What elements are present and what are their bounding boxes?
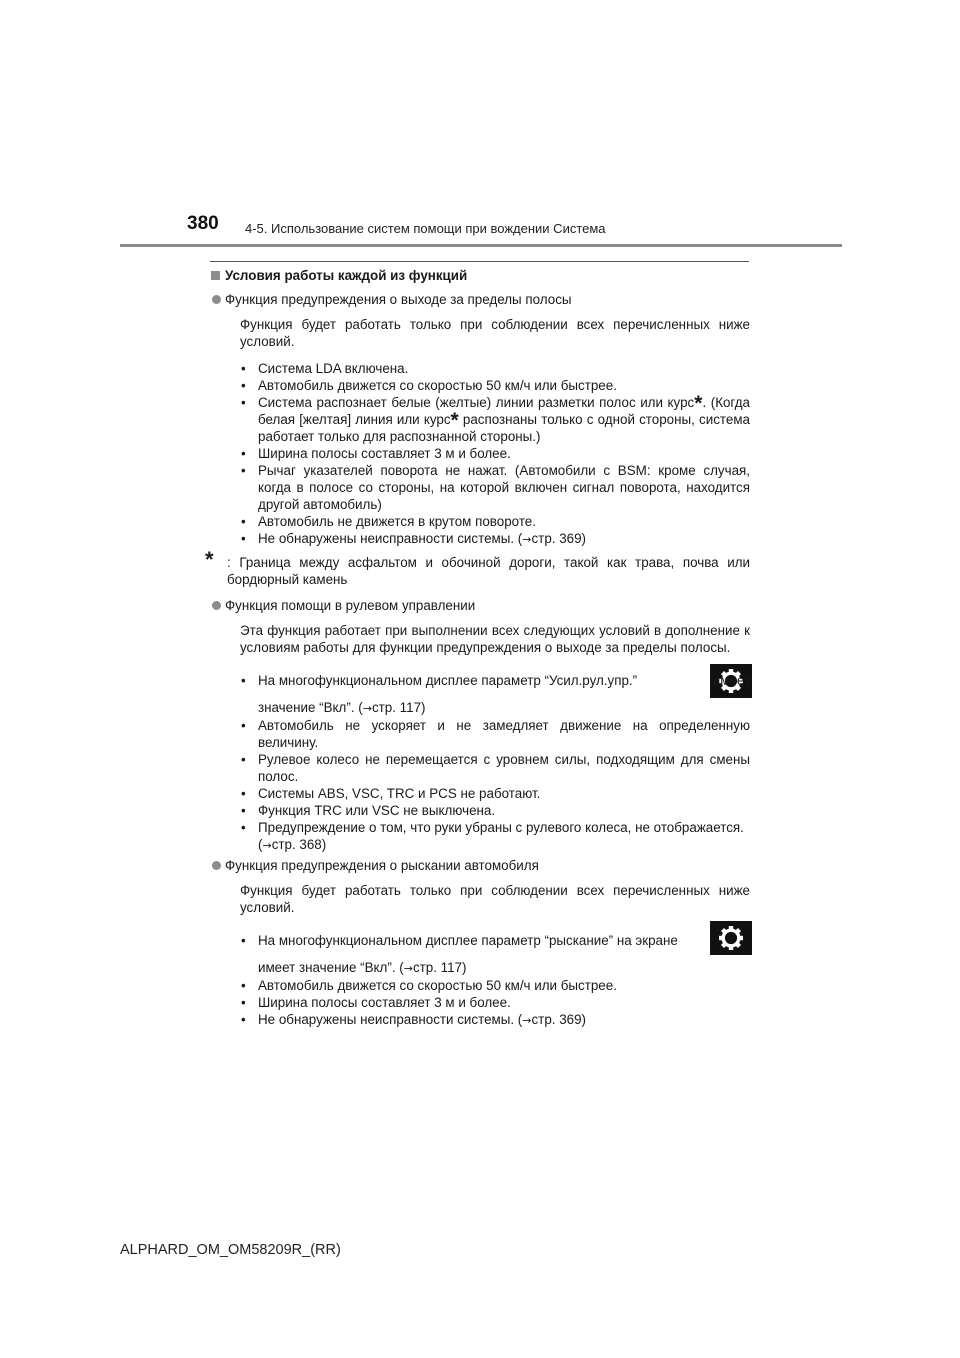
page-reference: стр. 117) xyxy=(412,960,467,975)
list-item: • Функция TRC или VSC не выключена. xyxy=(240,802,750,819)
asterisk-mark: * xyxy=(450,409,459,432)
arrow-right-icon: → xyxy=(522,1014,532,1027)
list-item: • Система LDA включена. xyxy=(240,360,750,377)
footnote-text: : Граница между асфальтом и обочиной дороги, такой как трава, почва или бордюрный камень xyxy=(227,555,750,587)
list-item xyxy=(240,530,750,548)
list-item-text: Предупреждение о том, что руки убраны с рулевого колеса, не отображается. xyxy=(258,820,744,835)
list-item-continuation xyxy=(240,959,750,977)
subsection-description: Функция будет работать только при соблюдении всех перечисленных ниже условий. xyxy=(240,317,750,349)
footnote-asterisk: * xyxy=(205,547,214,572)
list-item: • Автомобиль не движется в крутом повороте. xyxy=(240,513,750,530)
chapter-title: 4-5. Использование систем помощи при вождении Система xyxy=(245,221,606,236)
square-bullet-icon xyxy=(211,271,220,280)
circle-bullet-icon xyxy=(212,601,221,610)
list-item-continuation xyxy=(240,699,750,717)
page-reference: стр. 368) xyxy=(271,837,327,852)
condition-list xyxy=(240,360,750,548)
list-item-text: имеет значение “Вкл”. ( xyxy=(258,960,404,975)
footnote xyxy=(205,547,750,588)
list-item xyxy=(240,819,750,854)
section-heading xyxy=(210,267,750,284)
list-item-text: значение “Вкл”. ( xyxy=(258,700,363,715)
page-reference: стр. 369) xyxy=(531,531,587,546)
page-number: 380 xyxy=(187,213,219,234)
asterisk-mark: * xyxy=(694,392,703,415)
subsection-description: Эта функция работает при выполнении всех следующих условий в дополнение к условиям работы для функции предупреждения о выходе за пределы полосы. xyxy=(240,623,750,655)
arrow-right-icon: → xyxy=(262,839,272,852)
arrow-right-icon: → xyxy=(522,533,532,546)
list-item-text: распознаны только с одной стороны, система работает только для распознанной стороны.) xyxy=(258,412,750,444)
circle-bullet-icon xyxy=(212,295,221,304)
subsection-title: Функция предупреждения о рыскании автомобиля xyxy=(225,858,539,873)
section-title: Условия работы каждой из функций xyxy=(225,268,468,283)
list-item-text: На многофункциональном дисплее параметр “Усил.рул.упр.” xyxy=(258,673,638,688)
arrow-right-icon: → xyxy=(362,702,372,715)
section-divider xyxy=(210,261,749,262)
list-item-text: Не обнаружены неисправности системы. ( xyxy=(258,531,523,546)
list-item-text: . (Когда белая [желтая] линия или курс xyxy=(258,395,750,427)
page-reference: стр. 117) xyxy=(371,700,426,715)
subsection-title: Функция помощи в рулевом управлении xyxy=(225,598,476,613)
list-item-text: ( xyxy=(258,837,263,852)
subsection-heading-steering xyxy=(210,597,750,614)
list-item xyxy=(240,932,750,949)
footer-code: ALPHARD_OM_OM58209R_(RR) xyxy=(120,1242,341,1258)
subsection-title: Функция предупреждения о выходе за пределы полосы xyxy=(225,292,572,307)
list-item-continuation xyxy=(240,672,750,689)
list-item: • Автомобиль движется со скоростью 50 км/ч или быстрее. xyxy=(240,977,750,994)
list-item-text: имеет xyxy=(712,673,750,688)
list-item: • Автомобиль не ускоряет и не замедляет движение на определенную величину. xyxy=(240,717,750,751)
list-item: • Рулевое колесо не перемещается с уровнем силы, подходящим для смены полос. xyxy=(240,751,750,785)
main-content xyxy=(205,264,750,1029)
list-item xyxy=(240,394,750,445)
list-item-text: Не обнаружены неисправности системы. ( xyxy=(258,1012,523,1027)
list-item-text: На многофункциональном дисплее параметр “рыскание” на экране xyxy=(258,933,678,948)
settings-gear-icon xyxy=(710,921,752,955)
subsection-heading-sway xyxy=(210,857,750,874)
list-item: • Ширина полосы составляет 3 м и более. xyxy=(240,994,750,1011)
condition-list xyxy=(240,932,750,1029)
subsection-description: Функция будет работать только при соблюдении всех перечисленных ниже условий. xyxy=(240,883,750,915)
arrow-right-icon: → xyxy=(403,962,413,975)
list-item-text: Система распознает белые (желтые) линии разметки полос или курс xyxy=(258,395,695,410)
condition-list xyxy=(240,672,750,854)
list-item xyxy=(240,1011,750,1029)
page-reference: стр. 369) xyxy=(531,1012,587,1027)
list-item: • Рычаг указателей поворота не нажат. (Автомобили с BSM: кроме случая, когда в полосе со стороны, на которой включен сигнал поворота, находится другой автомобиль) xyxy=(240,462,750,513)
subsection-heading-lda xyxy=(210,291,750,308)
circle-bullet-icon xyxy=(212,861,221,870)
list-item: • Ширина полосы составляет 3 м и более. xyxy=(240,445,750,462)
list-item: • Системы ABS, VSC, TRC и PCS не работают. xyxy=(240,785,750,802)
header-divider xyxy=(120,244,842,247)
list-item: • Автомобиль движется со скоростью 50 км/ч или быстрее. xyxy=(240,377,750,394)
